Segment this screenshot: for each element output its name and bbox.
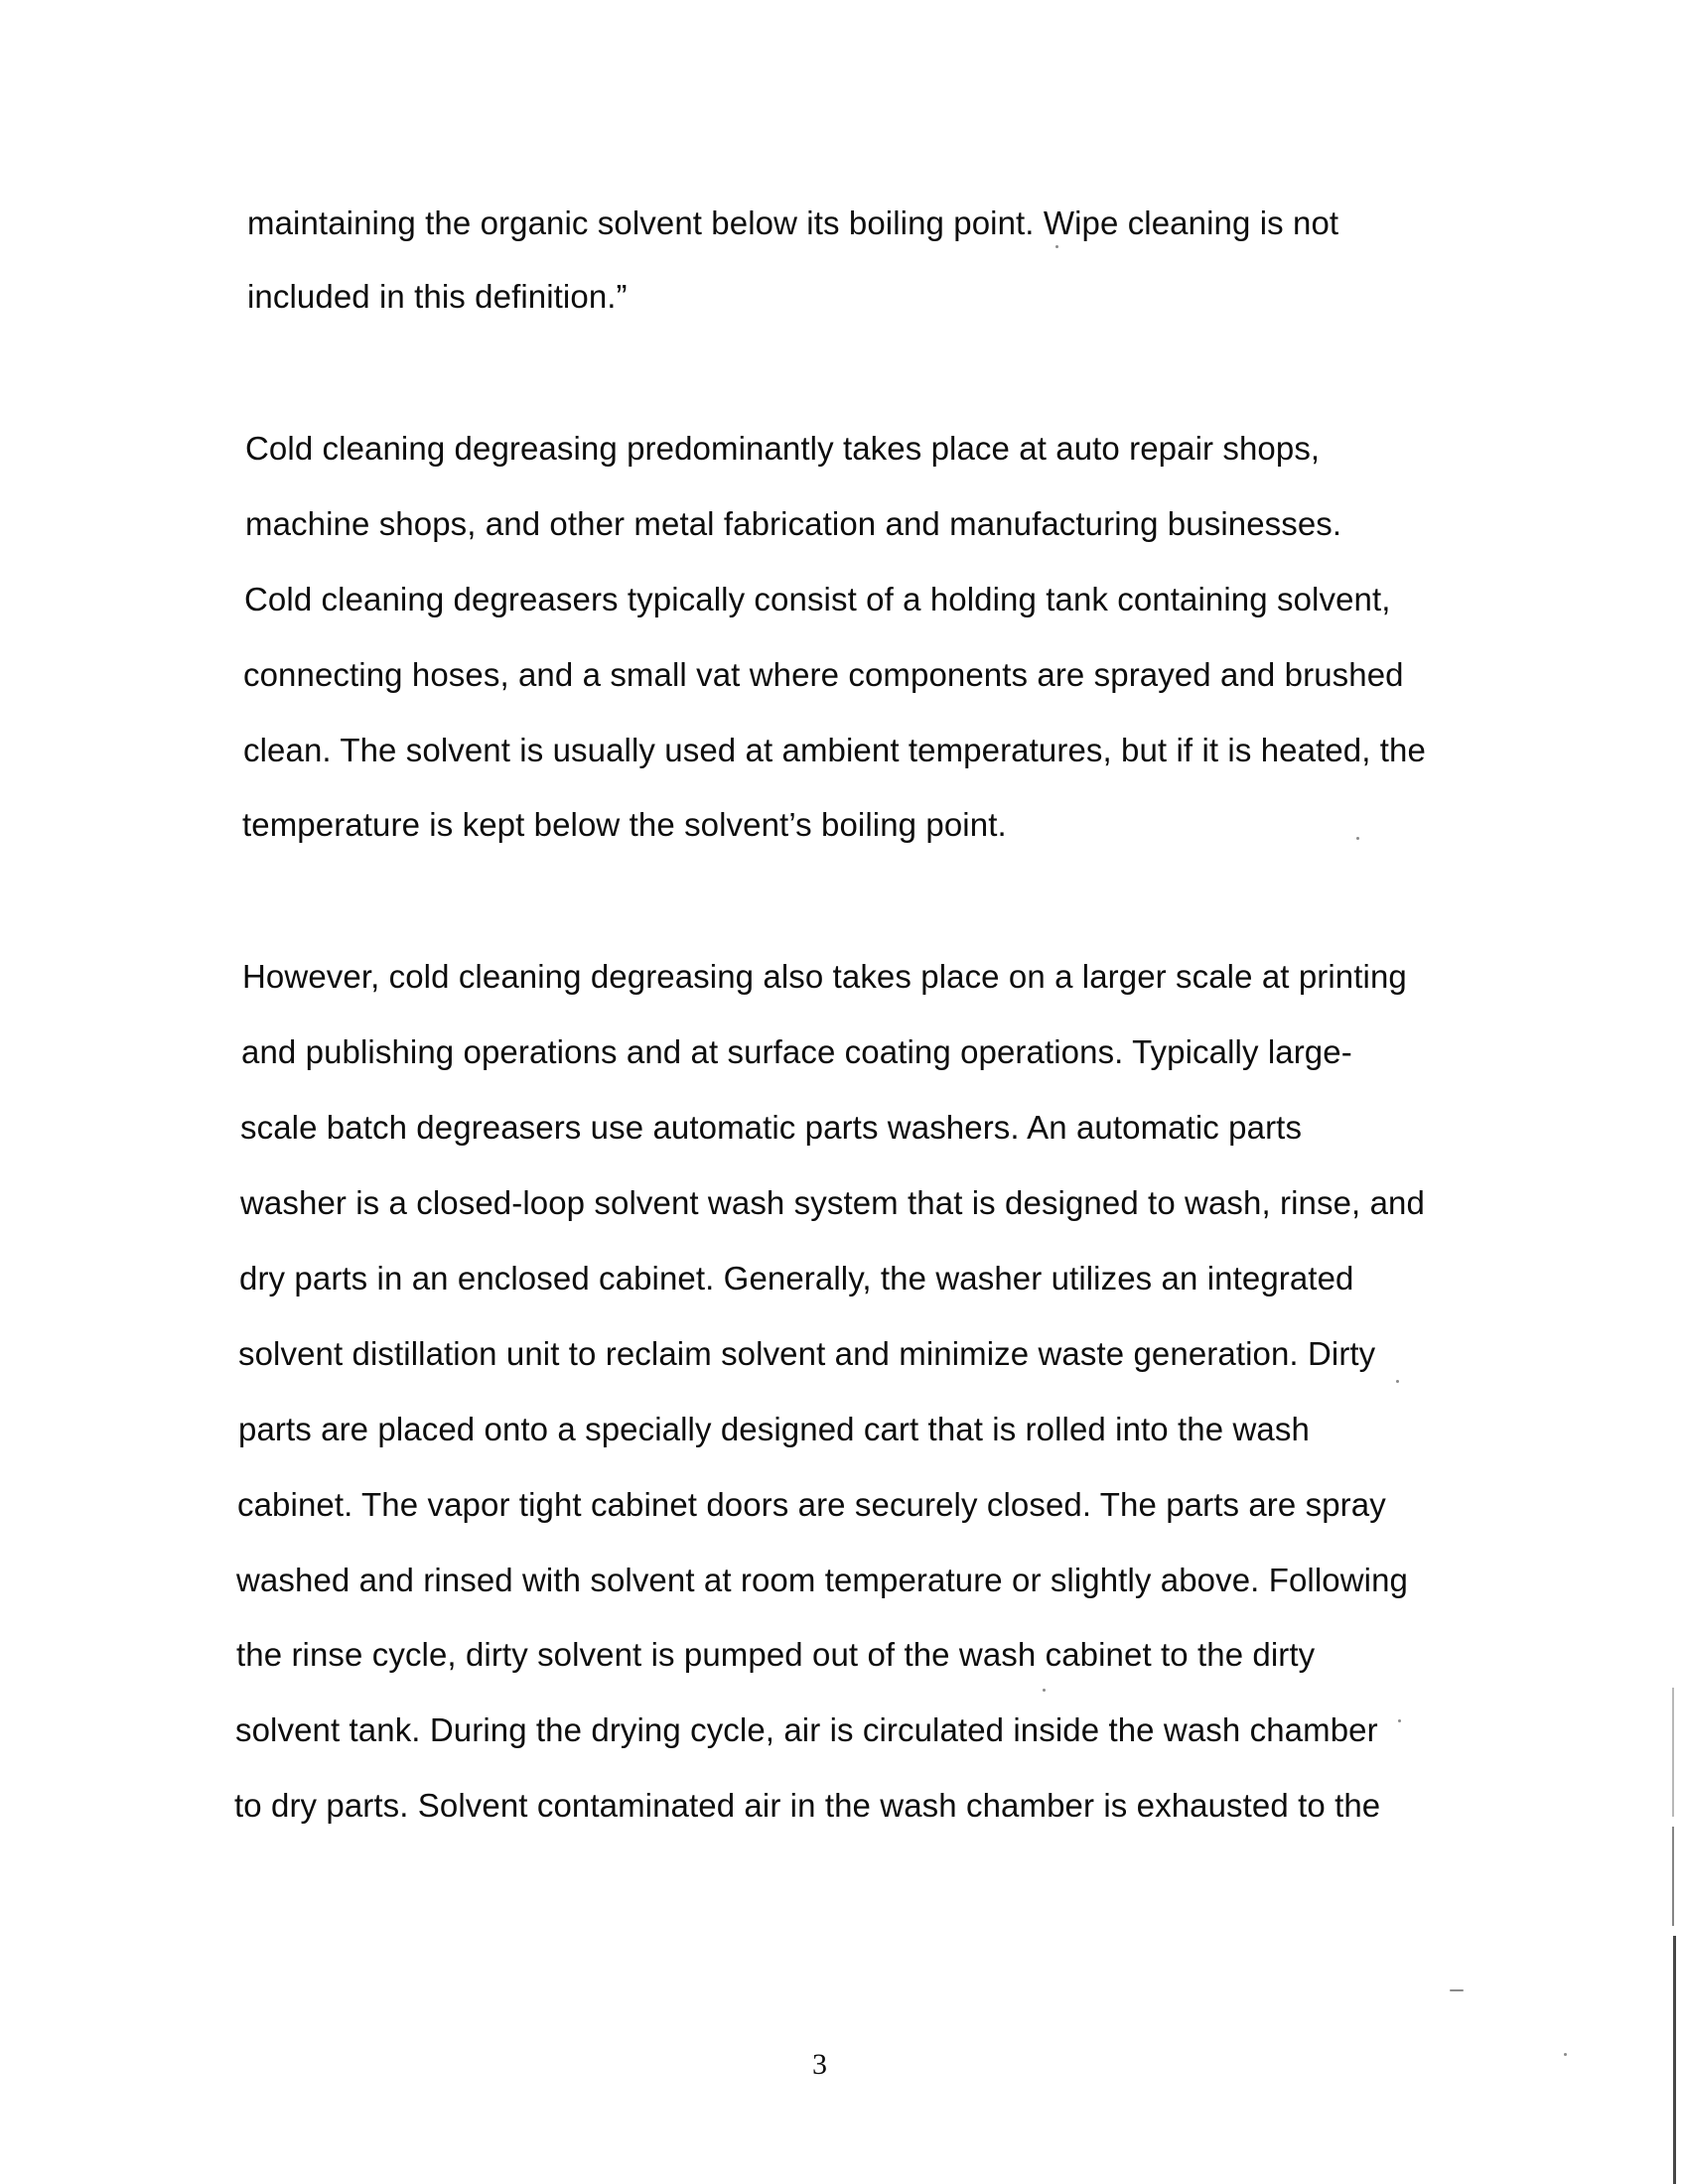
text-line: cabinet. The vapor tight cabinet doors are securely closed. The parts are spray xyxy=(237,1486,1386,1523)
text-line: However, cold cleaning degreasing also takes place on a larger scale at printing xyxy=(242,958,1407,995)
text-line: the rinse cycle, dirty solvent is pumped out of the wash cabinet to the dirty xyxy=(236,1636,1316,1673)
text-line: Cold cleaning degreasing predominantly takes place at auto repair shops, xyxy=(245,430,1321,467)
text-line: washed and rinsed with solvent at room temperature or slightly above. Following xyxy=(236,1562,1408,1598)
text-line: dry parts in an enclosed cabinet. Generally, the washer utilizes an integrated xyxy=(239,1260,1354,1297)
text-line: and publishing operations and at surface coating operations. Typically large- xyxy=(241,1033,1352,1070)
text-line: to dry parts. Solvent contaminated air in the wash chamber is exhausted to the xyxy=(234,1787,1381,1824)
scan-speck xyxy=(1043,1689,1046,1692)
text-line: included in this definition.” xyxy=(247,278,628,315)
scan-speck xyxy=(1396,1380,1399,1383)
text-line: scale batch degreasers use automatic parts washers. An automatic parts xyxy=(240,1109,1303,1146)
text-line: solvent distillation unit to reclaim solvent and minimize waste generation. Dirty xyxy=(238,1335,1376,1372)
text-line: washer is a closed-loop solvent wash system that is designed to wash, rinse, and xyxy=(240,1184,1425,1221)
scan-speck xyxy=(1450,1989,1464,1991)
text-line: Cold cleaning degreasers typically consist of a holding tank containing solvent, xyxy=(244,581,1391,617)
scan-speck xyxy=(1055,245,1058,248)
text-line: connecting hoses, and a small vat where components are sprayed and brushed xyxy=(243,656,1404,693)
text-line: clean. The solvent is usually used at ambient temperatures, but if it is heated, the xyxy=(243,732,1426,768)
scan-edge-line xyxy=(1672,1688,1674,1817)
text-line: maintaining the organic solvent below its boiling point. Wipe cleaning is not xyxy=(247,205,1339,241)
text-line: temperature is kept below the solvent’s boiling point. xyxy=(242,806,1007,843)
scan-speck xyxy=(1564,2053,1567,2056)
text-line: machine shops, and other metal fabrication and manufacturing businesses. xyxy=(245,505,1342,542)
text-line: parts are placed onto a specially designed cart that is rolled into the wash xyxy=(238,1411,1310,1447)
scan-edge-line xyxy=(1673,1936,1676,2184)
scan-edge-line xyxy=(1672,1827,1674,1926)
scan-speck xyxy=(1356,837,1359,840)
text-line: solvent tank. During the drying cycle, air is circulated inside the wash chamber xyxy=(235,1711,1378,1748)
scan-speck xyxy=(1398,1719,1401,1722)
page-number: 3 xyxy=(812,2048,827,2081)
